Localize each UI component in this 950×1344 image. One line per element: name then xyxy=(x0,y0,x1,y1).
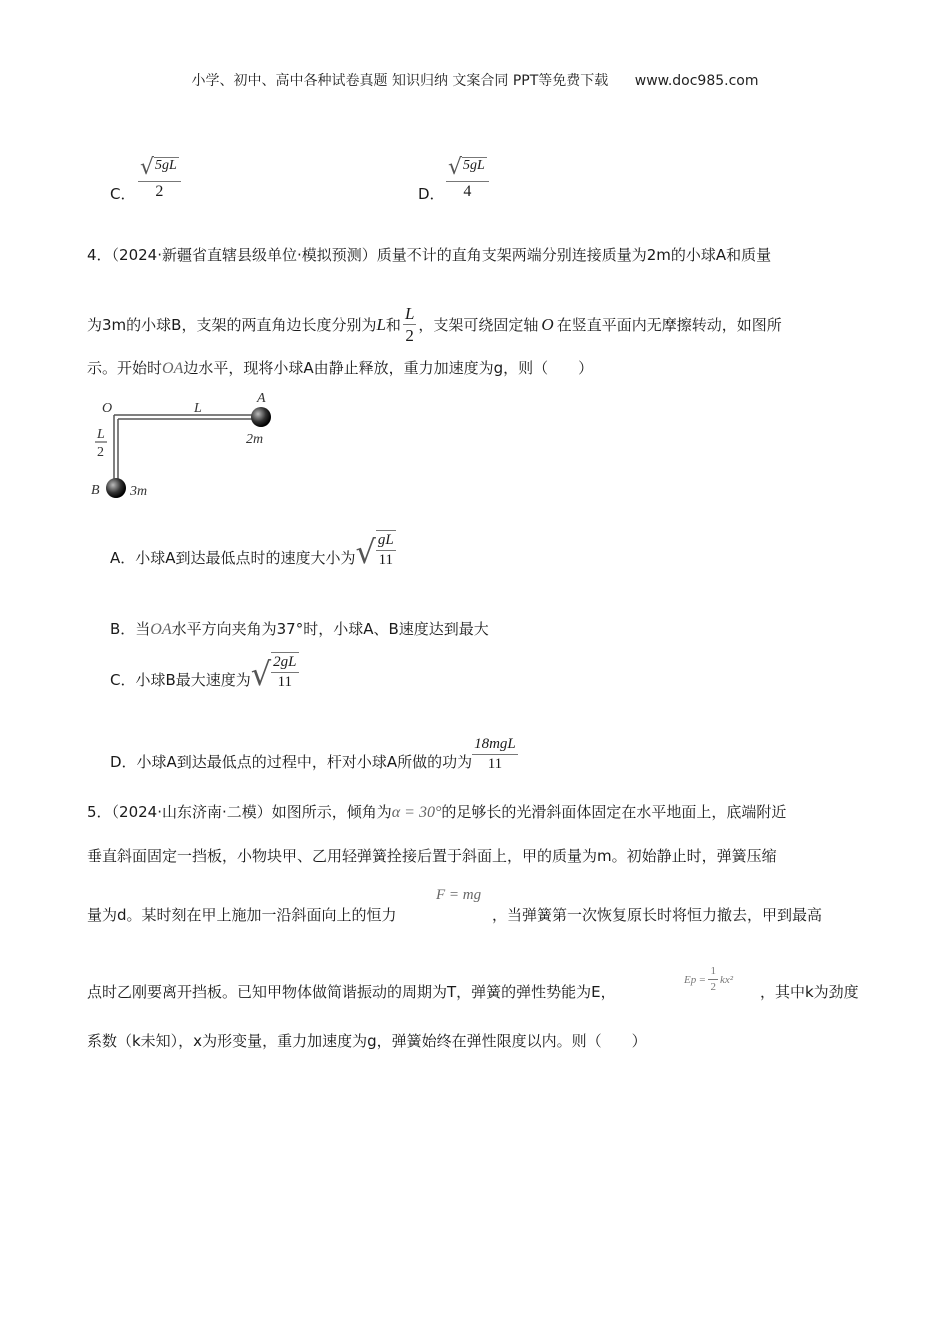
q4-line2-text-c: 在竖直平面内无摩擦转动，如图所 xyxy=(556,316,782,334)
q3-c-denominator: 2 xyxy=(155,183,164,200)
q5-ep-symbol: Ep xyxy=(684,973,697,986)
q4-line2-text-a: 为3m的小球B，支架的两直角边长度分别为 xyxy=(87,316,377,334)
q4-option-d xyxy=(110,737,518,772)
q5-line4-a: 点时乙刚要离开挡板。已知甲物体做简谐振动的周期为T，弹簧的弹性势能为E， xyxy=(87,983,616,1001)
q4-option-b-OA: OA xyxy=(150,621,172,638)
q5-line2: 垂直斜面固定一挡板，小物块甲、乙用轻弹簧拴接后置于斜面上，甲的质量为m。初始静止时，弹簧压缩 xyxy=(87,847,777,865)
q4-line3-text-b: 边水平，现将小球A由静止释放，重力加速度为g，则（ ） xyxy=(183,359,594,377)
fig-label-l-num: L xyxy=(97,427,105,442)
q4-line2-frac-den: 2 xyxy=(405,326,414,345)
fig-label-a: A xyxy=(257,391,266,406)
fig-label-o: O xyxy=(102,401,113,416)
q5-ep-frac-num: 1 xyxy=(708,966,718,980)
q4-option-a xyxy=(110,530,396,571)
q4-option-b-text-b: 水平方向夹角为37°时，小球A、B速度达到最大 xyxy=(171,620,489,638)
q4-line2 xyxy=(87,305,782,344)
q5-line4-ep-formula xyxy=(684,966,733,993)
q4-c-num: 2gL xyxy=(271,655,298,673)
q4-option-a-formula: √ $\frac{gL}{11}$ xyxy=(355,532,394,571)
q5-line4-b: ，其中k为劲度 xyxy=(760,983,859,1001)
q4-d-num: 18mgL xyxy=(472,737,518,755)
q5-line5: 系数（k未知），x为形变量，重力加速度为g，弹簧始终在弹性限度以内。则（ ） xyxy=(87,1032,647,1050)
q4-line1: 4．（2024·新疆省直辖县级单位·模拟预测）质量不计的直角支架两端分别连接质量为2m的小球A和质量 xyxy=(87,246,772,264)
q4-option-b-text-a: B．当 xyxy=(110,620,151,638)
q5-ep-eq: = xyxy=(699,973,706,986)
q5-ep-kx: kx² xyxy=(719,973,734,986)
q4-line2-frac-num: L xyxy=(404,304,415,323)
q5-ep-frac-den: 2 xyxy=(710,981,716,993)
q4-line2-text-b: ，支架可绕固定轴 xyxy=(418,316,539,334)
q4-line2-O: O xyxy=(541,314,554,334)
q4-option-d-text: D．小球A到达最低点的过程中，杆对小球A所做的功为 xyxy=(110,753,473,771)
q5-line3-force: F = mg xyxy=(436,887,482,903)
ball-b xyxy=(106,478,126,498)
q5-line1-text-a: 5．（2024·山东济南·二模）如图所示，倾角为 xyxy=(87,803,392,821)
ball-a xyxy=(251,407,271,427)
q4-option-c xyxy=(110,652,299,693)
q3-d-numerator: 5gL xyxy=(462,157,487,179)
header-text: 小学、初中、高中各种试卷真题 知识归纳 文案合同 PPT等免费下载 xyxy=(191,73,609,89)
q4-option-d-formula xyxy=(472,737,518,772)
q5-line3-a: 量为d。某时刻在甲上施加一沿斜面向上的恒力 xyxy=(87,906,397,924)
q3-d-denominator: 4 xyxy=(463,183,472,200)
q4-option-c-formula: √ $\frac{2gL}{11}$ xyxy=(250,654,297,693)
q5-line1-alpha: α = 30° xyxy=(391,804,442,821)
q4-line3-text-a: 示。开始时 xyxy=(87,359,163,377)
q3-option-d-formula: √ 5gL 4 xyxy=(446,157,489,200)
q3-option-d-label: D． xyxy=(418,185,445,203)
bracket-diagram xyxy=(88,390,288,505)
q4-c-den: 11 xyxy=(277,674,293,690)
q4-option-c-text: C．小球B最大速度为 xyxy=(110,671,251,689)
q5-line1 xyxy=(87,801,786,822)
q5-line3-b: ，当弹簧第一次恢复原长时将恒力撤去，甲到最高 xyxy=(492,906,823,924)
fig-label-b: B xyxy=(91,483,100,498)
fig-label-2m: 2m xyxy=(246,432,264,447)
q4-option-a-text: A．小球A到达最低点时的速度大小为 xyxy=(110,549,356,567)
q5-ep-fraction xyxy=(708,966,718,993)
fig-label-3m: 3m xyxy=(130,484,148,499)
fig-label-l: L xyxy=(194,401,202,416)
header-url[interactable]: www.doc985.com xyxy=(634,73,759,89)
q4-line2-fraction xyxy=(403,305,416,344)
q3-c-numerator: 5gL xyxy=(154,157,179,179)
q4-bracket-figure xyxy=(88,390,288,505)
q4-d-den: 11 xyxy=(487,756,503,772)
fig-label-l-den: 2 xyxy=(97,445,104,460)
q4-line2-L: L xyxy=(376,314,386,334)
q5-line1-text-b: 的足够长的光滑斜面体固定在水平地面上，底端附近 xyxy=(441,803,787,821)
q4-line3 xyxy=(87,357,593,378)
q3-option-c-formula: √ 5gL 2 xyxy=(138,157,181,200)
page-header xyxy=(0,70,950,90)
q3-option-c-label: C． xyxy=(110,185,136,203)
q4-option-b xyxy=(110,618,489,639)
q4-a-den: 11 xyxy=(378,552,394,568)
q4-line3-OA: OA xyxy=(162,360,184,377)
q4-line2-and: 和 xyxy=(385,316,401,334)
q4-a-num: gL xyxy=(376,533,396,551)
